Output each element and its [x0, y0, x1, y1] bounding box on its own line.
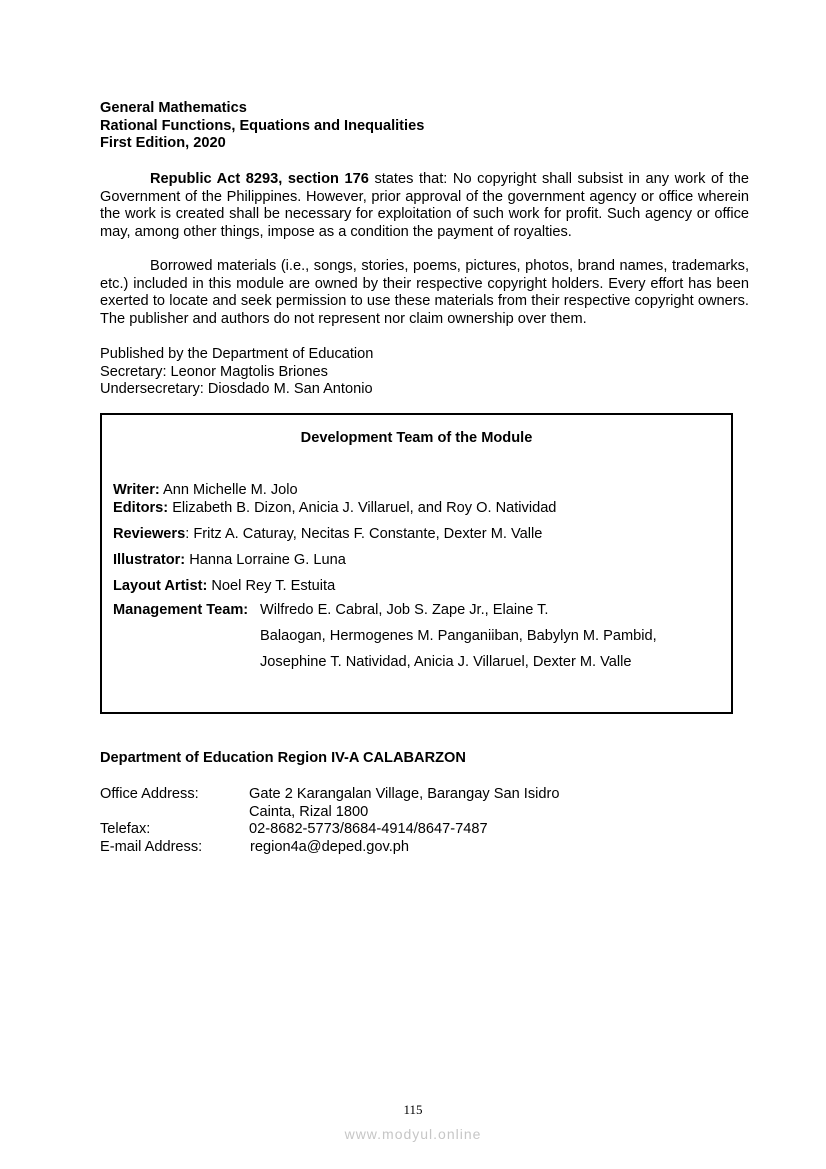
telefax-row: [100, 821, 700, 839]
layout-artist-row: [113, 578, 335, 594]
region-title: Department of Education Region IV-A CALABARZON: [100, 750, 466, 766]
reviewers-row: [113, 526, 542, 542]
module-topic: Rational Functions, Equations and Inequalities: [100, 117, 425, 134]
editors-value: Elizabeth B. Dizon, Anicia J. Villaruel, and Roy O. Natividad: [168, 500, 557, 516]
region-contact-info: [100, 786, 700, 856]
illustrator-row: [113, 552, 346, 568]
law-text: states that: No copyright shall subsist in any work of the Government of the Philippines. However, prior approval of the government agency or office wherein the work is created shall be necessary for exploitation of such work for profit. Such agency or office may, among other things, impose as a condition the payment of royalties.: [100, 171, 750, 240]
telefax-value: 02-8682-5773/8684-4914/8647-7487: [249, 821, 488, 838]
layout-artist-value: Noel Rey T. Estuita: [207, 578, 336, 594]
editors-label: Editors:: [113, 500, 169, 516]
secretary-line: Secretary: Leonor Magtolis Briones: [100, 363, 328, 380]
editors-row: [113, 500, 556, 516]
management-team-line: Balaogan, Hermogenes M. Panganiiban, Babylyn M. Pambid,: [260, 628, 657, 644]
undersecretary-line: Undersecretary: Diosdado M. San Antonio: [100, 381, 373, 397]
writer-label: Writer:: [113, 482, 160, 498]
subject-title: General Mathematics: [100, 100, 247, 116]
management-team-line: Wilfredo E. Cabral, Job S. Zape Jr., Elaine T.: [260, 602, 549, 618]
reviewers-label: Reviewers: [113, 526, 186, 542]
writer-row: [113, 482, 298, 498]
law-reference: Republic Act 8293, section 176: [150, 171, 369, 187]
writer-value: Ann Michelle M. Jolo: [159, 482, 298, 498]
development-team-box: [100, 413, 733, 714]
publisher-info: [100, 346, 749, 399]
layout-artist-label: Layout Artist:: [113, 578, 208, 594]
illustrator-label: Illustrator:: [113, 552, 186, 568]
email-value: region4a@deped.gov.ph: [250, 838, 409, 855]
illustrator-value: Hanna Lorraine G. Luna: [185, 552, 346, 568]
reviewers-value: : Fritz A. Caturay, Necitas F. Constante, Dexter M. Valle: [185, 526, 543, 542]
email-label: E-mail Address:: [100, 838, 203, 855]
management-team-label: Management Team:: [113, 602, 249, 618]
page-number: 115: [403, 1102, 423, 1117]
email-row: [100, 839, 700, 857]
document-header: [100, 100, 749, 153]
management-team-line: Josephine T. Natividad, Anicia J. Villaruel, Dexter M. Valle: [260, 654, 632, 670]
office-address-line: Gate 2 Karangalan Village, Barangay San Isidro: [249, 786, 560, 802]
telefax-label: Telefax:: [100, 821, 151, 838]
edition-line: First Edition, 2020: [100, 135, 226, 151]
office-address-label: Office Address:: [100, 786, 199, 802]
borrowed-materials-paragraph: Borrowed materials (i.e., songs, stories, poems, pictures, photos, brand names, trademarks, etc.) included in this module are owned by their respective copyright holders. Every effort has been exerted to locate and seek permission to use these materials from their respective copyright owners. The publisher and authors do not represent nor claim ownership over them.: [100, 258, 749, 327]
team-title: Development Team of the Module: [300, 430, 533, 446]
watermark: www.modyul.online: [344, 1126, 482, 1142]
office-address-row: [100, 786, 700, 804]
copyright-paragraph: [100, 171, 749, 241]
office-address-row-2: [100, 804, 700, 822]
office-address-line: Cainta, Rizal 1800: [249, 803, 369, 820]
publisher-line: Published by the Department of Education: [100, 346, 374, 362]
